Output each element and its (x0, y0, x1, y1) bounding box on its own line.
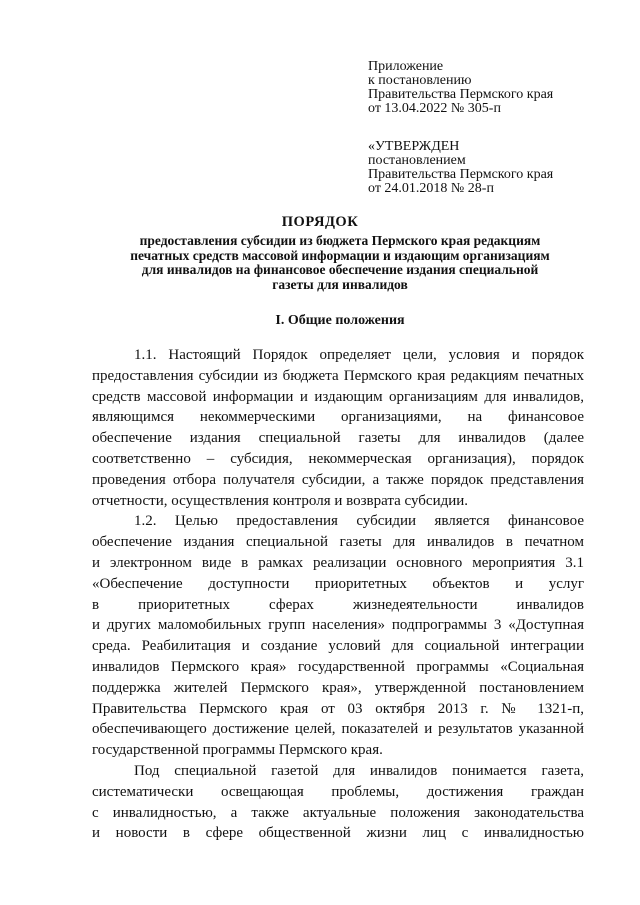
body-line: обеспечение издания специальной газеты для инвалидов (далее (92, 430, 584, 447)
document-title: ПОРЯДОК (281, 214, 359, 230)
approved-line: постановлением (368, 153, 466, 168)
section-heading: I. Общие положения (275, 313, 405, 328)
appendix-line: Приложение (368, 59, 444, 74)
body-text (92, 345, 584, 844)
subtitle-line: для инвалидов на финансовое обеспечение издания специальной (141, 262, 539, 277)
subtitle-line: предоставления субсидии из бюджета Пермского края редакциям (139, 233, 541, 248)
body-line: являющимся некоммерческими организациями, на финансовое (92, 409, 584, 426)
body-line: систематически освещающая проблемы, достижения граждан (92, 783, 584, 800)
subtitle-line: газеты для инвалидов (272, 276, 408, 292)
document-subtitle (100, 234, 580, 292)
appendix-line: к постановлению (368, 73, 472, 88)
body-line: и новости в сфере общественной жизни лиц с инвалидностью (92, 825, 584, 842)
body-line: Под специальной газетой для инвалидов понимается газета, (134, 762, 584, 779)
body-line: предоставления субсидии из бюджета Пермского края редакциям печатных (92, 367, 584, 384)
appendix-line: Правительства Пермского края (368, 87, 554, 102)
body-line: средств массовой информации и издающим организациям для инвалидов, (92, 388, 584, 405)
approved-line: «УТВЕРЖДЕН (368, 139, 460, 154)
body-line: проведения отбора получателя субсидии, а также порядок представления (92, 471, 584, 488)
body-line: 1.2. Целью предоставления субсидии является финансовое (134, 513, 584, 530)
body-line: инвалидов Пермского края» государственной программы «Социальная (92, 658, 584, 675)
body-line: среда. Реабилитация и создание условий для социальной интеграции (92, 638, 584, 655)
body-line: отчетности, осуществления контроля и возврата субсидии. (92, 492, 469, 509)
body-line: 1.1. Настоящий Порядок определяет цели, условия и порядок (134, 347, 584, 363)
body-line: с инвалидностью, а также актуальные положения законодательства (92, 804, 584, 821)
body-line: поддержка жителей Пермского края», утвержденной постановлением (92, 679, 584, 696)
body-line: государственной программы Пермского края. (92, 742, 383, 759)
subtitle-line: печатных средств массовой информации и издающим организациям (130, 247, 550, 263)
body-line: «Обеспечение доступности приоритетных объектов и услуг (92, 575, 584, 592)
approved-line: от 24.01.2018 № 28-п (368, 181, 494, 196)
body-line: обеспечивающего достижение целей, показателей и результатов указанной (92, 721, 584, 738)
body-line: обеспечение издания специальной газеты для инвалидов в печатном (92, 534, 584, 551)
appendix-header (368, 60, 553, 116)
approved-header (368, 140, 553, 196)
body-line: соответственно – субсидия, некоммерческая организация), порядок (92, 450, 584, 467)
body-line: в приоритетных сферах жизнедеятельности инвалидов (92, 596, 584, 613)
body-line: и электронном виде в рамках реализации основного мероприятия 3.1 (92, 554, 584, 571)
body-line: Правительства Пермского края от 03 октября 2013 г. № 1321-п, (92, 700, 584, 717)
appendix-line: от 13.04.2022 № 305-п (368, 101, 501, 116)
body-line: и других маломобильных групп населения» подпрограммы 3 «Доступная (92, 617, 584, 634)
approved-line: Правительства Пермского края (368, 167, 554, 182)
